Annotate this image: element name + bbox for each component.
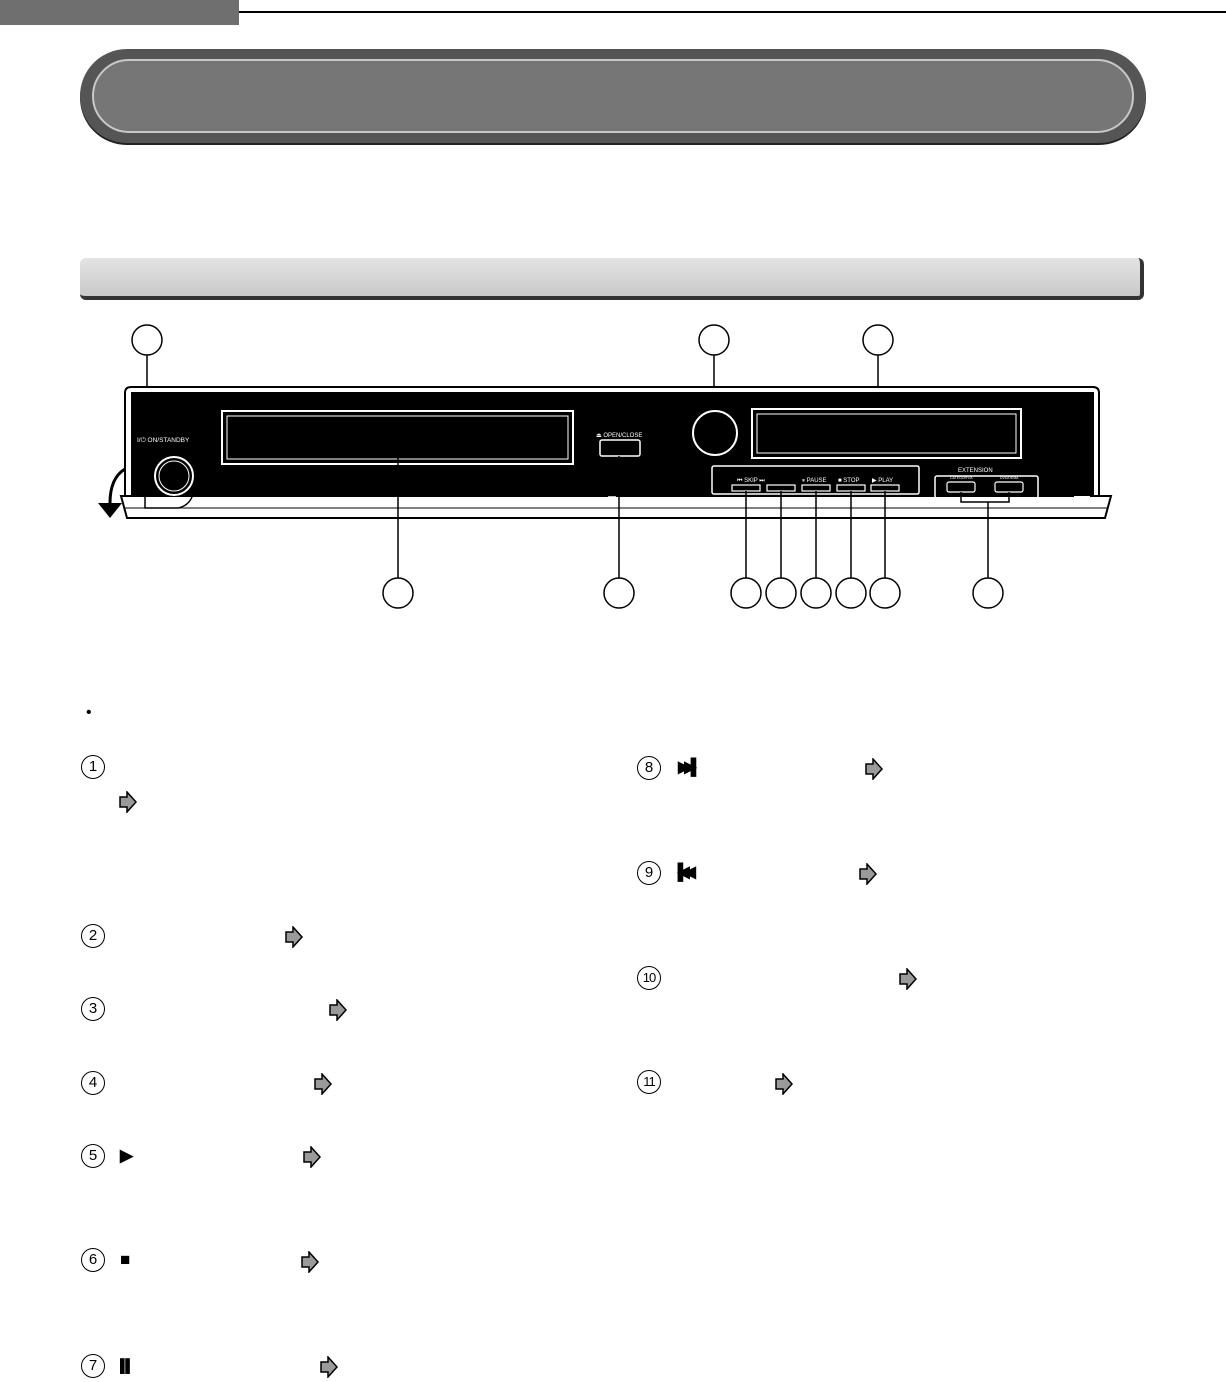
- skip-forward-icon: ▶▶▌: [678, 759, 696, 776]
- item-number: 11: [637, 1070, 661, 1094]
- extension-left-label: CATEGORY/A: [950, 476, 973, 480]
- callout-circle-10: [870, 578, 900, 608]
- stop-button: [837, 485, 865, 491]
- open-close-label: ⏏ OPEN/CLOSE: [596, 433, 643, 439]
- item-number: 1: [81, 755, 105, 779]
- callout-circle-9: [836, 578, 866, 608]
- reference-arrow-icon: [858, 863, 878, 885]
- reference-arrow-icon: [302, 1146, 322, 1168]
- reference-arrow-icon: [118, 791, 138, 813]
- callout-circle-3: [863, 325, 893, 355]
- power-label: I/⏻ ON/STANDBY: [137, 437, 190, 444]
- stop-label: ■ STOP: [838, 478, 860, 484]
- skip-label: ⏮ SKIP ⏭: [737, 478, 765, 484]
- front-panel-diagram: [0, 0, 1226, 640]
- pause-label: ⏸ PAUSE: [802, 478, 827, 484]
- item-number: 4: [81, 1071, 105, 1095]
- curved-arrow-head: [98, 503, 122, 518]
- callout-circle-1: [132, 325, 162, 355]
- open-close-button: [600, 440, 640, 456]
- item-number: 7: [81, 1354, 105, 1378]
- item-number: 6: [81, 1248, 105, 1272]
- extension-left-button: [947, 482, 975, 492]
- stop-icon: ■: [120, 1250, 131, 1269]
- callout-circle-11: [973, 578, 1003, 608]
- item-number: 3: [81, 997, 105, 1021]
- reference-arrow-icon: [313, 1073, 333, 1095]
- reference-arrow-icon: [328, 999, 348, 1021]
- play-icon: ▶: [120, 1146, 134, 1165]
- item-number: 8: [637, 756, 661, 780]
- callout-circle-4: [383, 578, 413, 608]
- reference-arrow-icon: [774, 1073, 794, 1095]
- callout-circle-8: [801, 578, 831, 608]
- item-number: 5: [81, 1144, 105, 1168]
- skip-back-button: [732, 485, 760, 491]
- item-number: 9: [637, 861, 661, 885]
- item-number: 10: [637, 966, 661, 990]
- item-number: 2: [81, 924, 105, 948]
- remote-sensor: [693, 411, 737, 455]
- reference-arrow-icon: [898, 968, 918, 990]
- callout-circle-7: [766, 578, 796, 608]
- power-button: [155, 457, 193, 495]
- extension-label: EXTENSION: [958, 468, 993, 474]
- reference-arrow-icon: [864, 758, 884, 780]
- extension-right-label: DVD/DEMA: [1000, 476, 1019, 480]
- reference-arrow-icon: [319, 1356, 339, 1378]
- pause-button: [802, 485, 830, 491]
- reference-arrow-icon: [284, 926, 304, 948]
- reference-arrow-icon: [300, 1251, 320, 1273]
- skip-forward-button: [767, 485, 795, 491]
- note-bullet: •: [86, 704, 92, 721]
- callout-circle-5: [604, 578, 634, 608]
- extension-right-button: [995, 482, 1023, 492]
- pause-icon: ▌▌: [120, 1358, 131, 1373]
- callout-circle-6: [731, 578, 761, 608]
- play-button: [871, 485, 899, 491]
- skip-back-icon: ▐◀◀: [672, 864, 690, 881]
- callout-circle-2: [699, 325, 729, 355]
- play-label: ▶ PLAY: [872, 478, 894, 484]
